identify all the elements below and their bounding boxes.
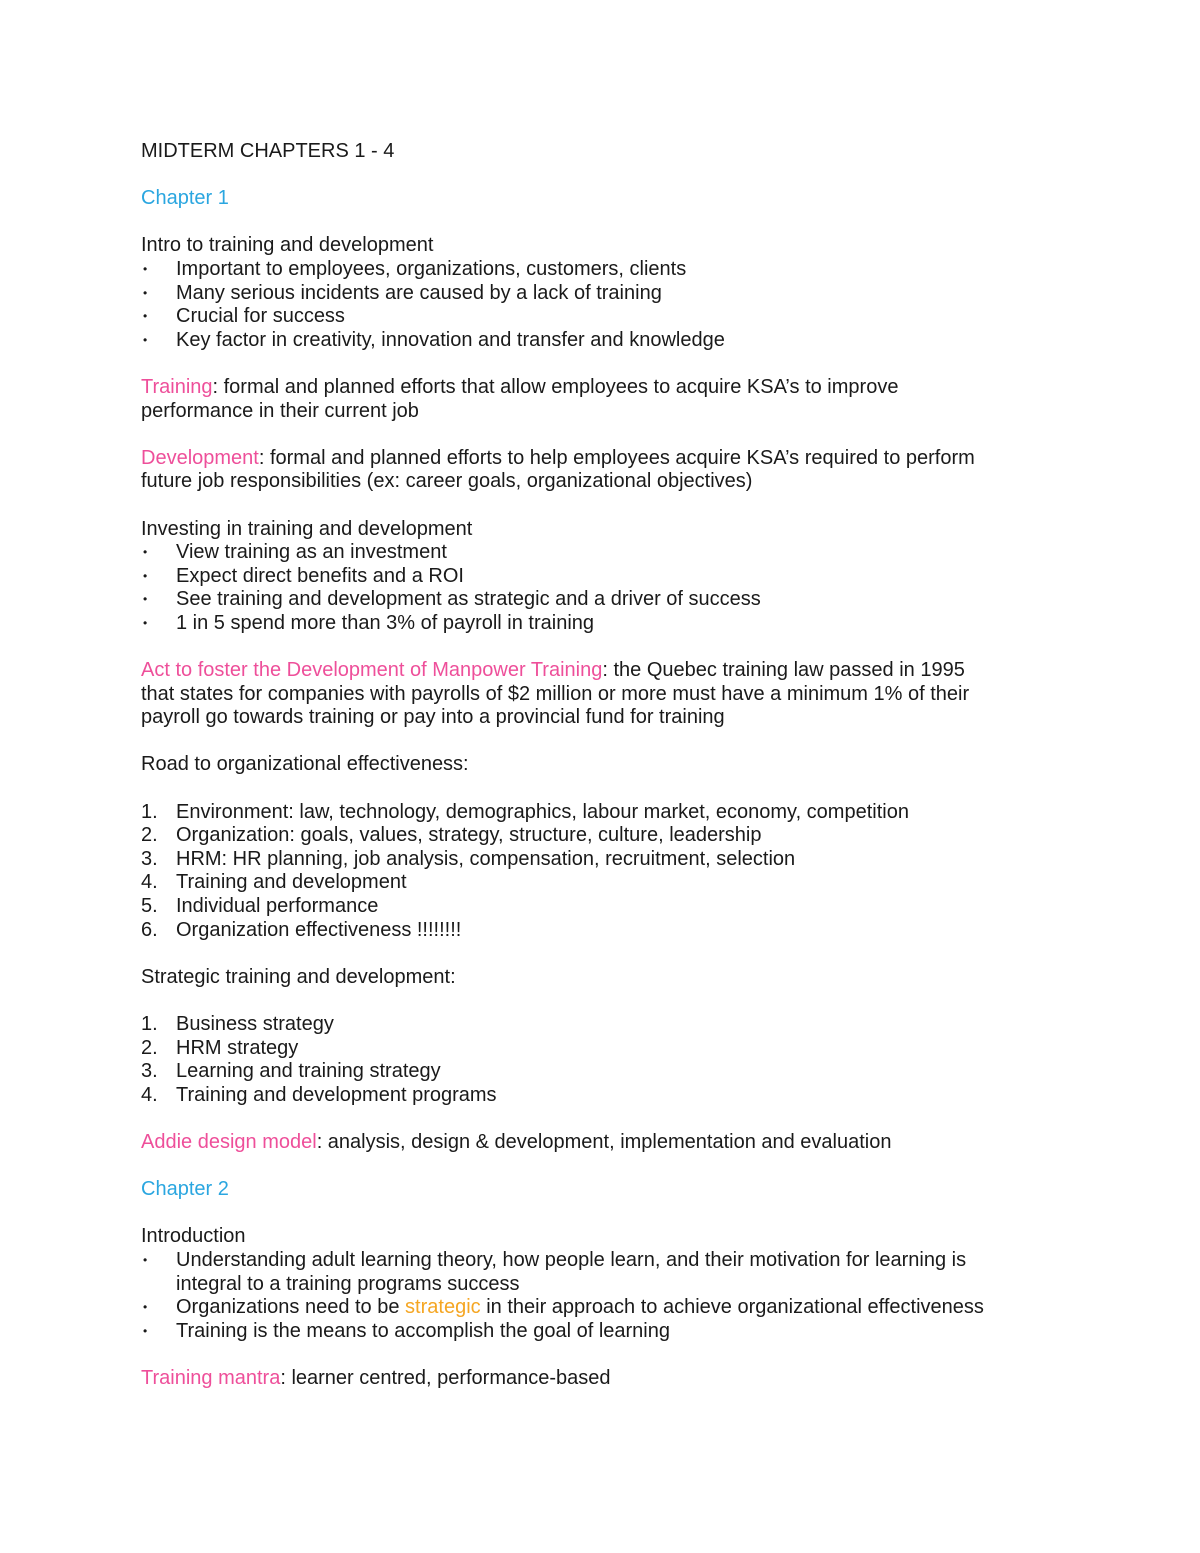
document-title: MIDTERM CHAPTERS 1 - 4 [141, 140, 395, 162]
bullet-icon: • [143, 545, 148, 560]
list-item: • Expect direct benefits and a ROI [143, 564, 464, 587]
investing-heading: Investing in training and development [141, 517, 473, 540]
bullet-icon: • [143, 309, 148, 324]
act-definition-line3: payroll go towards training or pay into a provincial fund for training [141, 706, 725, 729]
act-term: Act to foster the Development of Manpower Training [141, 659, 603, 682]
list-item: • View training as an investment [143, 541, 447, 564]
mantra-term: Training mantra [141, 1366, 281, 1389]
bullet-icon: • [143, 592, 148, 607]
bullet-icon: • [143, 1323, 148, 1338]
bullet-icon: • [143, 615, 148, 630]
list-item: • Crucial for success [143, 305, 345, 328]
list-item: 4. Training and development programs [141, 1083, 497, 1106]
mantra-definition: Training mantra: learner centred, performance-based [141, 1366, 611, 1389]
development-definition: Development: formal and planned efforts to help employees acquire KSA’s required to perform [141, 446, 975, 469]
bullet-icon: • [143, 1252, 148, 1267]
development-term: Development [141, 446, 259, 469]
strategic-highlight: strategic [405, 1296, 481, 1319]
chapter-1-heading: Chapter 1 [141, 187, 229, 210]
list-item: • Organizations need to be strategic in their approach to achieve organizational effectiveness [143, 1296, 984, 1319]
document-page [141, 140, 1081, 1390]
training-term: Training [141, 375, 213, 398]
bullet-icon: • [143, 261, 148, 276]
training-definition: Training: formal and planned efforts that allow employees to acquire KSA’s to improve [141, 375, 899, 398]
list-item: • See training and development as strategic and a driver of success [143, 588, 761, 611]
bullet-icon: • [143, 1300, 148, 1315]
introduction-heading: Introduction [141, 1225, 246, 1248]
road-heading: Road to organizational effectiveness: [141, 753, 469, 776]
list-item: 1. Business strategy [141, 1012, 334, 1035]
list-item: 6. Organization effectiveness !!!!!!!! [141, 918, 462, 941]
act-definition: Act to foster the Development of Manpower Training: the Quebec training law passed in 1995 [141, 659, 965, 682]
list-item: 2. Organization: goals, values, strategy, structure, culture, leadership [141, 824, 762, 847]
list-item: • Training is the means to accomplish the goal of learning [143, 1319, 670, 1342]
addie-term: Addie design model [141, 1130, 317, 1153]
list-item: • Important to employees, organizations, customers, clients [143, 257, 687, 280]
list-item: 4. Training and development [141, 871, 407, 894]
development-definition-cont: future job responsibilities (ex: career goals, organizational objectives) [141, 470, 753, 493]
bullet-icon: • [143, 285, 148, 300]
strategic-heading: Strategic training and development: [141, 965, 456, 988]
list-item: 3. Learning and training strategy [141, 1060, 441, 1083]
list-item: • Many serious incidents are caused by a lack of training [143, 281, 662, 304]
list-item: 3. HRM: HR planning, job analysis, compensation, recruitment, selection [141, 847, 796, 870]
list-item: 1. Environment: law, technology, demographics, labour market, economy, competition [141, 800, 909, 823]
act-definition-line2: that states for companies with payrolls of $2 million or more must have a minimum 1% of their [141, 682, 970, 705]
list-item: 5. Individual performance [141, 895, 379, 917]
list-item: • Key factor in creativity, innovation and transfer and knowledge [143, 328, 725, 351]
bullet-icon: • [143, 568, 148, 583]
addie-definition: Addie design model: analysis, design & development, implementation and evaluation [141, 1130, 892, 1153]
intro-heading: Intro to training and development [141, 234, 434, 257]
bullet-icon: • [143, 332, 148, 347]
list-item: 2. HRM strategy [141, 1036, 299, 1059]
chapter-2-heading: Chapter 2 [141, 1178, 229, 1201]
list-item: • 1 in 5 spend more than 3% of payroll in training [143, 611, 595, 634]
training-definition-cont: performance in their current job [141, 399, 419, 422]
list-item: • Understanding adult learning theory, how people learn, and their motivation for learning is integral to a training programs success [143, 1248, 967, 1295]
